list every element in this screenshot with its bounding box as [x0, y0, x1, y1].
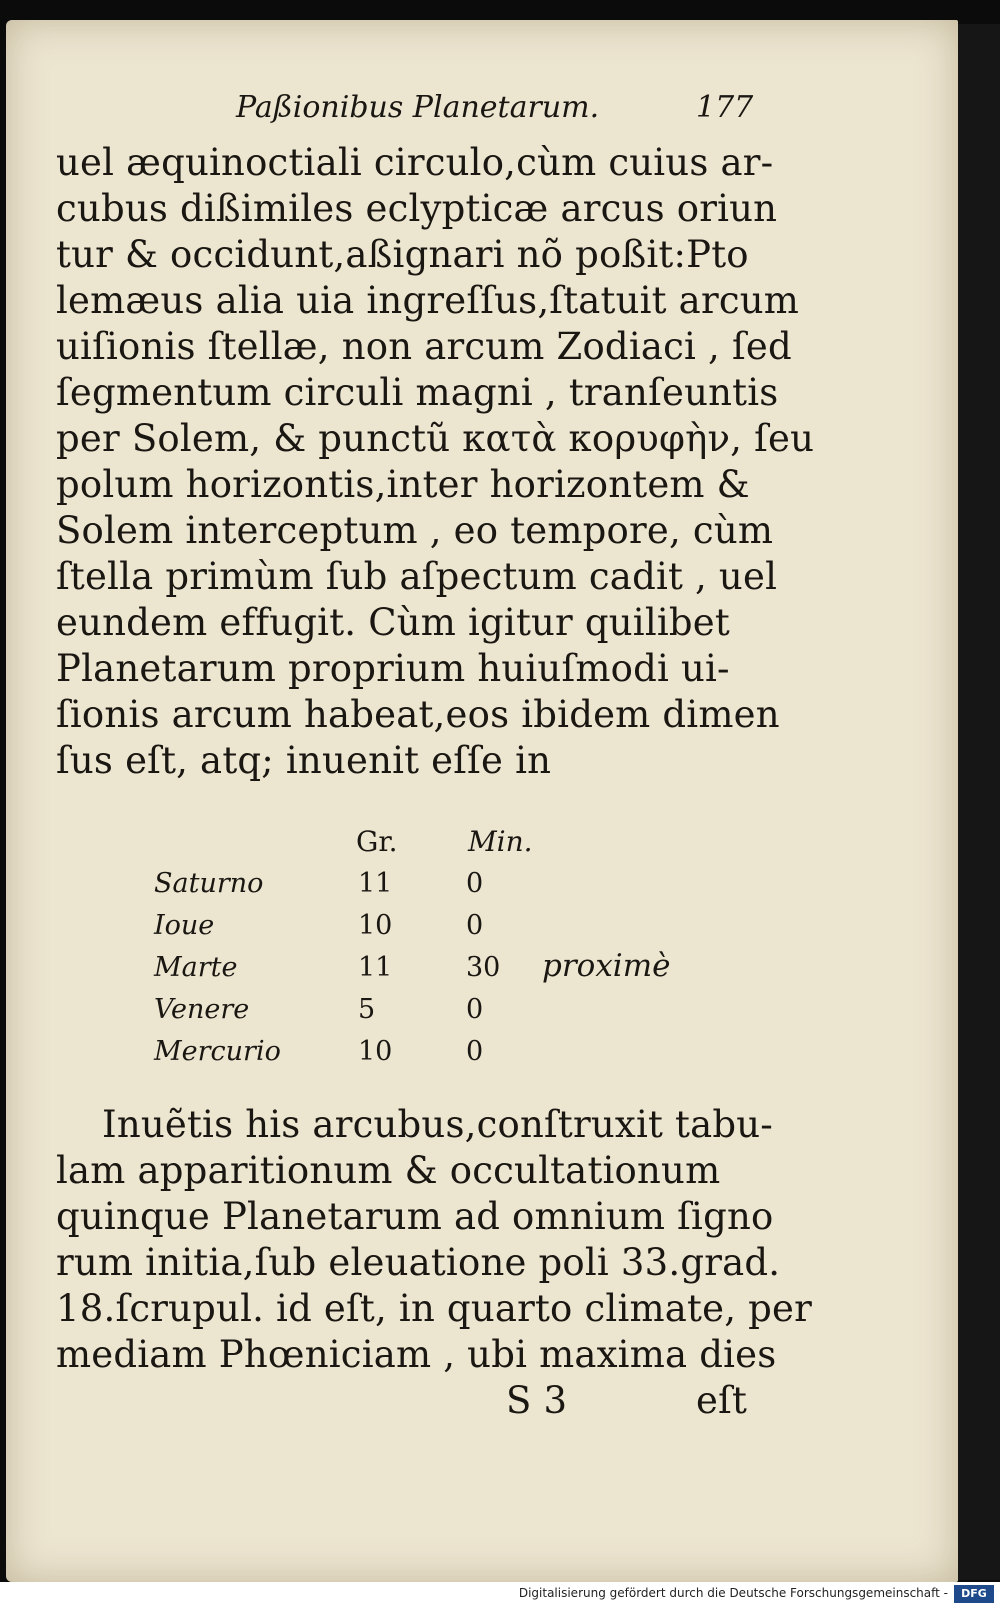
table-planet-name: Marte	[154, 952, 238, 983]
table-minutes: 0	[466, 994, 484, 1025]
text-line: uel æquinoctiali circulo,cùm cuius ar-	[56, 141, 774, 184]
table-minutes: 0	[466, 1036, 484, 1067]
text-line: ſionis arcum habeat,eos ibidem dimen	[56, 693, 780, 736]
table-planet-name: Ioue	[154, 910, 215, 941]
table-header-degrees: Gr.	[356, 825, 398, 858]
table-degrees: 11	[358, 952, 393, 983]
text-line: tur & occidunt,aßignari nõ poßit:Pto	[56, 233, 749, 276]
table-planet-name: Mercurio	[154, 1036, 281, 1067]
running-title: Paßionibus Planetarum.	[236, 90, 600, 125]
text-line: ſus eſt, atq; inuenit eſſe in	[56, 739, 552, 782]
text-line: cubus dißimiles eclypticæ arcus oriun	[56, 187, 778, 230]
book-page	[6, 20, 958, 1582]
table-planet-name: Venere	[154, 994, 250, 1025]
table-header-minutes: Min.	[468, 825, 533, 858]
table-minutes: 0	[466, 910, 484, 941]
table-degrees: 10	[358, 910, 393, 941]
dfg-logo-icon: DFG	[954, 1585, 994, 1603]
text-line: mediam Phœniciam , ubi maxima dies	[56, 1333, 777, 1376]
book-edge	[958, 24, 1000, 1580]
text-line: ſtella primùm ſub aſpectum cadit , uel	[56, 555, 778, 598]
text-line: rum initia,ſub eleuatione poli 33.grad.	[56, 1241, 781, 1284]
table-degrees: 11	[358, 868, 393, 899]
table-minutes: 0	[466, 868, 484, 899]
text-line: per Solem, & punctũ κατὰ κορυφὴν, ſeu	[56, 417, 815, 460]
text-line: lam apparitionum & occultationum	[56, 1149, 721, 1192]
text-line: 18.ſcrupul. id eſt, in quarto climate, per	[56, 1287, 812, 1330]
catchword: eſt	[696, 1379, 748, 1422]
text-line: polum horizontis,inter horizontem &	[56, 463, 750, 506]
page-number: 177	[696, 90, 754, 125]
signature-mark: S 3	[506, 1379, 568, 1422]
table-minutes: 30	[466, 952, 501, 983]
text-line: Solem interceptum , eo tempore, cùm	[56, 509, 774, 552]
table-planet-name: Saturno	[154, 868, 264, 899]
text-line: ſegmentum circuli magni , tranſeuntis	[56, 371, 779, 414]
text-line: uiſionis ſtellæ, non arcum Zodiaci , ſed	[56, 325, 792, 368]
text-line: Planetarum proprium huiuſmodi ui-	[56, 647, 730, 690]
funding-notice: Digitalisierung gefördert durch die Deutsche Forschungsgemeinschaft -	[518, 1586, 948, 1600]
text-line: eundem effugit. Cùm igitur quilibet	[56, 601, 730, 644]
table-degrees: 5	[358, 994, 376, 1025]
text-line: lemæus alia uia ingreſſus,ſtatuit arcum	[56, 279, 800, 322]
text-line: Inuẽtis his arcubus,conſtruxit tabu-	[102, 1103, 773, 1146]
text-line: quinque Planetarum ad omnium ſigno	[56, 1195, 774, 1238]
table-degrees: 10	[358, 1036, 393, 1067]
table-note: proximè	[542, 948, 671, 984]
footer-bar	[0, 1582, 1000, 1607]
